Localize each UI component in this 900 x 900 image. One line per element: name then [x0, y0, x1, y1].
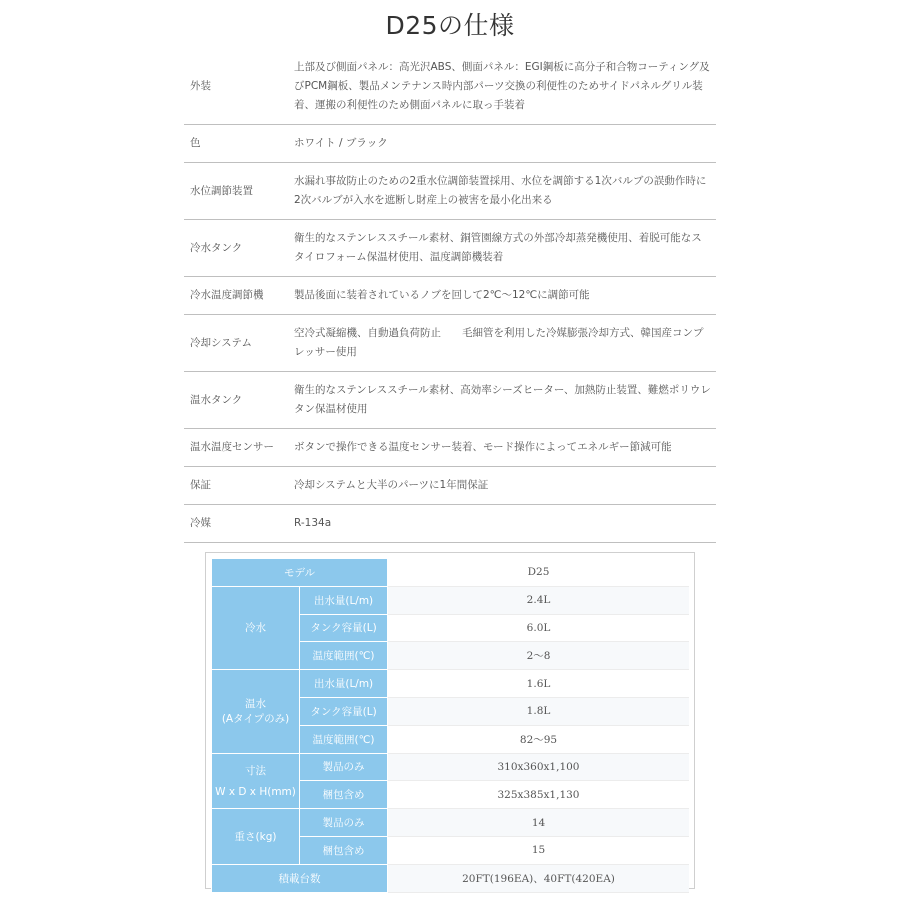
spec-row	[184, 125, 716, 163]
row-label: 梱包含め	[300, 836, 388, 864]
dimensions-unit: W x D x H(mm)	[215, 786, 296, 799]
spec-label: 外装	[190, 80, 211, 92]
spec-row	[184, 220, 716, 277]
cold-water-header: 冷水	[212, 586, 300, 669]
row-value: 1.6L	[388, 670, 689, 698]
spec-label: 色	[190, 137, 201, 149]
spec-row	[184, 277, 716, 315]
spec-value: 製品後面に装着されているノブを回して2℃～12℃に調節可能	[294, 289, 590, 301]
spec-value-cell	[294, 467, 716, 505]
spec-value-cell	[294, 315, 716, 372]
page-title: D25の仕様	[385, 11, 515, 40]
spec-value-cell	[294, 429, 716, 467]
spec-value: 上部及び側面パネル：高光沢ABS、側面パネル：EGI鋼板に高分子和合物コーティング及びPCM鋼板、製品メンテナンス時内部パーツ交換の利便性のためサイドパネルグリル装着、運搬の利便性のため側面パネルに取っ手装着	[294, 61, 710, 111]
row-label: 温度範囲(℃)	[300, 725, 388, 753]
spec-value-cell	[294, 163, 716, 220]
model-spec-box	[205, 552, 695, 889]
spec-label: 水位調節装置	[190, 184, 253, 197]
spec-value: 衛生的なステンレススチール素材、銅管園線方式の外部冷却蒸発機使用、着脱可能なスタイロフォーム保温材使用、温度調節機装着	[294, 232, 702, 263]
spec-value: ボタンで操作できる温度センサー装着、モード操作によってエネルギー節減可能	[294, 441, 672, 453]
spec-row	[184, 372, 716, 429]
row-value: 15	[388, 836, 689, 864]
spec-value: 水漏れ事故防止のための2重水位調節装置採用、水位を調節する1次バルブの誤動作時に2次バルブが入水を遮断し財産上の被害を最小化出来る	[294, 175, 707, 206]
spec-table	[184, 49, 716, 543]
spec-label: 温水温度センサー	[190, 441, 274, 453]
spec-value: ホワイト / ブラック	[294, 137, 388, 149]
row-label: 製品のみ	[300, 753, 388, 781]
row-value: 2.4L	[388, 586, 689, 614]
spec-label: 冷水タンク	[190, 241, 243, 254]
row-value: 2～8	[388, 642, 689, 670]
spec-row	[184, 49, 716, 125]
row-value: 6.0L	[388, 614, 689, 642]
spec-row	[184, 163, 716, 220]
row-label: 出水量(L/m)	[300, 586, 388, 614]
model-value: D25	[388, 559, 689, 587]
row-value: 82～95	[388, 725, 689, 753]
spec-label: 冷媒	[190, 517, 211, 529]
hot-water-header	[212, 670, 300, 753]
spec-value-cell	[294, 505, 716, 543]
spec-row	[184, 429, 716, 467]
spec-value: R-134a	[294, 517, 332, 529]
row-label: タンク容量(L)	[300, 614, 388, 642]
spec-value: 空冷式凝縮機、自動過負荷防止 毛細管を利用した冷媒膨張冷却方式、韓国産コンプレッサー使用	[294, 327, 704, 358]
spec-value: 冷却システムと大半のパーツに1年間保証	[294, 479, 489, 491]
row-value: 14	[388, 809, 689, 837]
spec-label: 冷却システム	[190, 336, 252, 349]
spec-value: 衛生的なステンレススチール素材、高効率シーズヒーター、加熱防止装置、難燃ポリウレタン保温材使用	[294, 384, 711, 415]
model-header: モデル	[212, 559, 388, 587]
dimensions-header	[212, 753, 300, 809]
row-label: 梱包含め	[300, 781, 388, 809]
spec-value-cell	[294, 277, 716, 315]
row-value: 310x360x1,100	[388, 753, 689, 781]
spec-row	[184, 315, 716, 372]
load-capacity-value: 20FT(196EA)、40FT(420EA)	[388, 864, 689, 892]
row-label: 出水量(L/m)	[300, 670, 388, 698]
spec-row	[184, 505, 716, 543]
row-label: タンク容量(L)	[300, 697, 388, 725]
hot-water-label: 温水	[245, 698, 266, 711]
load-capacity-header: 積載台数	[212, 864, 388, 892]
dimensions-label: 寸法	[245, 765, 266, 778]
hot-water-note: (Aタイプのみ)	[221, 713, 290, 726]
spec-value-cell	[294, 49, 716, 125]
row-label: 製品のみ	[300, 809, 388, 837]
row-value: 1.8L	[388, 697, 689, 725]
row-value: 325x385x1,130	[388, 781, 689, 809]
spec-value-cell	[294, 372, 716, 429]
spec-label: 保証	[190, 479, 211, 491]
row-label: 温度範囲(℃)	[300, 642, 388, 670]
spec-label: 温水タンク	[190, 393, 243, 406]
model-spec-table	[211, 558, 689, 893]
spec-row	[184, 467, 716, 505]
spec-value-cell	[294, 125, 716, 163]
weight-header: 重さ(kg)	[212, 809, 300, 865]
spec-label: 冷水温度調節機	[190, 289, 264, 301]
spec-value-cell	[294, 220, 716, 277]
